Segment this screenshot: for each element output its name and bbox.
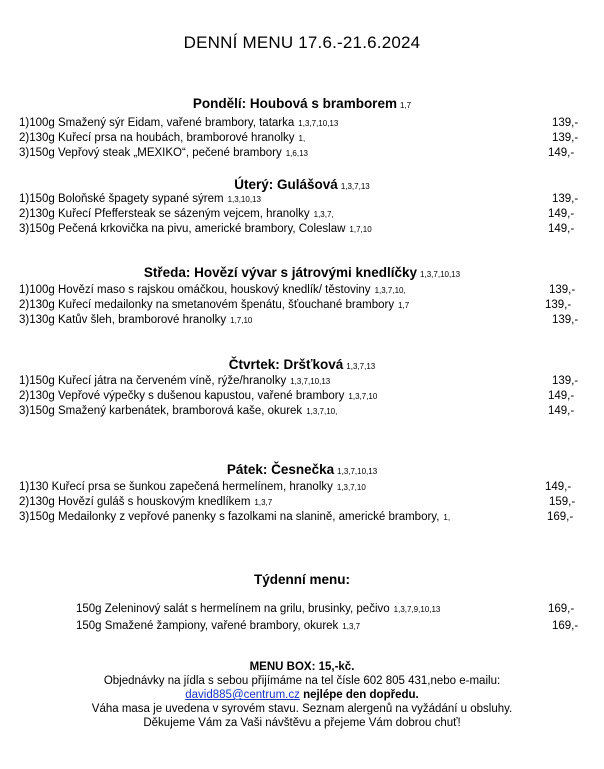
menu-item: [19, 510, 579, 525]
item-price: 139,-: [552, 132, 579, 144]
day-heading-monday: [0, 96, 604, 111]
menu-item: [19, 374, 579, 389]
item-text: 1)150g Kuřecí játra na červeném víně, rýže/hranolky: [19, 375, 287, 387]
item-allergens: 1,3,7: [254, 498, 273, 507]
menu-item: [19, 298, 579, 313]
item-price: 159,-: [549, 496, 576, 508]
item-allergens: 1,3,7,10,13: [298, 119, 339, 128]
menu-item: [19, 480, 579, 495]
menu-item: [19, 389, 579, 404]
day-heading-tuesday: [0, 177, 604, 192]
item-text: 2)130g Hovězí guláš s houskovým knedlíkem: [19, 496, 251, 508]
orders-note: Objednávky na jídla s sebou přijímáme na tel čísle 602 805 431,nebo e-mailu:: [103, 675, 501, 687]
item-allergens: 1,3,7,10: [348, 392, 378, 401]
menu-item: [19, 495, 579, 510]
item-allergens: 1,3,7,: [313, 210, 334, 219]
item-text: 1)130 Kuřecí prsa se šunkou zapečená hermelínem, hranolky: [19, 481, 333, 493]
footer: [0, 660, 604, 730]
item-text: 2)130g Kuřecí medailonky na smetanovém špenátu, šťouchané brambory: [19, 299, 395, 311]
item-price: 149,-: [548, 223, 575, 235]
day-heading-wednesday: [0, 265, 604, 280]
thanks-note: Děkujeme Vám za Vaši návštěvu a přejeme Vám dobrou chuť!: [143, 717, 461, 729]
item-price: 169,-: [547, 511, 574, 523]
item-price: 149,-: [545, 481, 572, 493]
item-allergens: 1,: [298, 134, 306, 143]
day-heading-friday: [0, 462, 604, 477]
weekly-menu-item: [76, 602, 580, 617]
menu-item: [19, 192, 579, 207]
day-allergens: 1,3,7,13: [340, 182, 370, 191]
item-text: 3)150g Medailonky z vepřové panenky s fazolkami na slanině, americké brambory,: [19, 511, 440, 523]
item-text: 150g Zeleninový salát s hermelínem na grilu, brusinky, pečivo: [76, 603, 390, 615]
item-price: 169,-: [552, 620, 579, 632]
item-price: 149,-: [548, 147, 575, 159]
item-allergens: 1,: [443, 513, 451, 522]
item-allergens: 1,3,7: [342, 622, 361, 631]
item-text: 1)150g Boloňské špagety sypané sýrem: [19, 193, 224, 205]
item-text: 3)150g Pečená krkovička na pivu, americké brambory, Coleslaw: [19, 223, 346, 235]
menu-item: [19, 313, 579, 328]
weekly-menu-title: Týdenní menu:: [253, 572, 350, 587]
item-text: 150g Smažené žampiony, vařené brambory, okurek: [76, 620, 339, 632]
item-price: 169,-: [548, 603, 575, 615]
menu-item: [19, 404, 579, 419]
item-allergens: 1,7: [398, 301, 410, 310]
item-allergens: 1,3,7,10,: [306, 407, 338, 416]
item-text: 3)150g Smažený karbenátek, bramborová kaše, okurek: [19, 405, 303, 417]
item-price: 139,-: [552, 314, 579, 326]
day-heading-thursday: [0, 357, 604, 372]
day-allergens: 1,3,7,10,13: [420, 270, 461, 279]
menu-item: [19, 207, 579, 222]
item-allergens: 1,3,7,10,: [374, 286, 406, 295]
item-text: 2)130g Kuřecí Pfeffersteak se sázeným vejcem, hranolky: [19, 208, 310, 220]
item-text: 3)130g Katův šleh, bramborové hranolky: [19, 314, 227, 326]
item-text: 1)100g Hovězí maso s rajskou omáčkou, houskový knedlík/ těstoviny: [19, 284, 371, 296]
weekly-menu-item: [76, 619, 580, 634]
menu-box-price: MENU BOX: 15,-kč.: [249, 661, 355, 673]
day-name: Středa: Hovězí vývar s játrovými knedlíčky: [143, 265, 418, 280]
day-name: Pondělí: Houbová s bramborem: [192, 96, 397, 111]
weight-note: Váha masa je uvedena v syrovém stavu. Seznam alergenů na vyžádání u obsluhy.: [91, 703, 513, 715]
item-text: 2)130g Vepřové výpečky s dušenou kapustou, vařené brambory: [19, 390, 345, 402]
menu-item: [19, 146, 579, 161]
item-allergens: 1,7,10: [349, 225, 372, 234]
menu-item: [19, 131, 579, 146]
item-price: 139,-: [545, 299, 572, 311]
email-line: [0, 688, 604, 702]
best-before-note: nejlépe den dopředu.: [303, 689, 419, 701]
email-link[interactable]: david885@centrum.cz: [185, 689, 300, 701]
item-text: 2)130g Kuřecí prsa na houbách, bramborové hranolky: [19, 132, 295, 144]
item-price: 139,-: [552, 117, 579, 129]
item-allergens: 1,3,7,10,13: [290, 377, 331, 386]
menu-item: [19, 222, 579, 237]
item-price: 139,-: [549, 284, 576, 296]
item-price: 149,-: [548, 405, 575, 417]
day-name: Úterý: Gulášová: [234, 177, 338, 192]
item-price: 139,-: [552, 375, 579, 387]
day-allergens: 1,3,7,13: [346, 362, 376, 371]
day-allergens: 1,7: [399, 101, 412, 110]
item-allergens: 1,7,10: [230, 316, 253, 325]
item-text: 3)150g Vepřový steak „MEXIKO“, pečené brambory: [19, 147, 282, 159]
item-allergens: 1,6,13: [285, 149, 308, 158]
page-title: DENNÍ MENU 17.6.-21.6.2024: [183, 33, 421, 52]
day-allergens: 1,3,7,10,13: [337, 467, 378, 476]
item-allergens: 1,3,7,9,10,13: [393, 605, 441, 614]
item-price: 139,-: [552, 193, 579, 205]
menu-item: [19, 283, 579, 298]
item-allergens: 1,3,10,13: [227, 195, 261, 204]
day-name: Pátek: Česnečka: [226, 462, 335, 477]
day-name: Čtvrtek: Dršťková: [228, 357, 344, 372]
item-allergens: 1,3,7,10: [336, 483, 366, 492]
item-price: 149,-: [548, 208, 575, 220]
item-price: 149,-: [548, 390, 575, 402]
item-text: 1)100g Smažený sýr Eidam, vařené brambory, tatarka: [19, 117, 295, 129]
menu-item: [19, 116, 579, 131]
